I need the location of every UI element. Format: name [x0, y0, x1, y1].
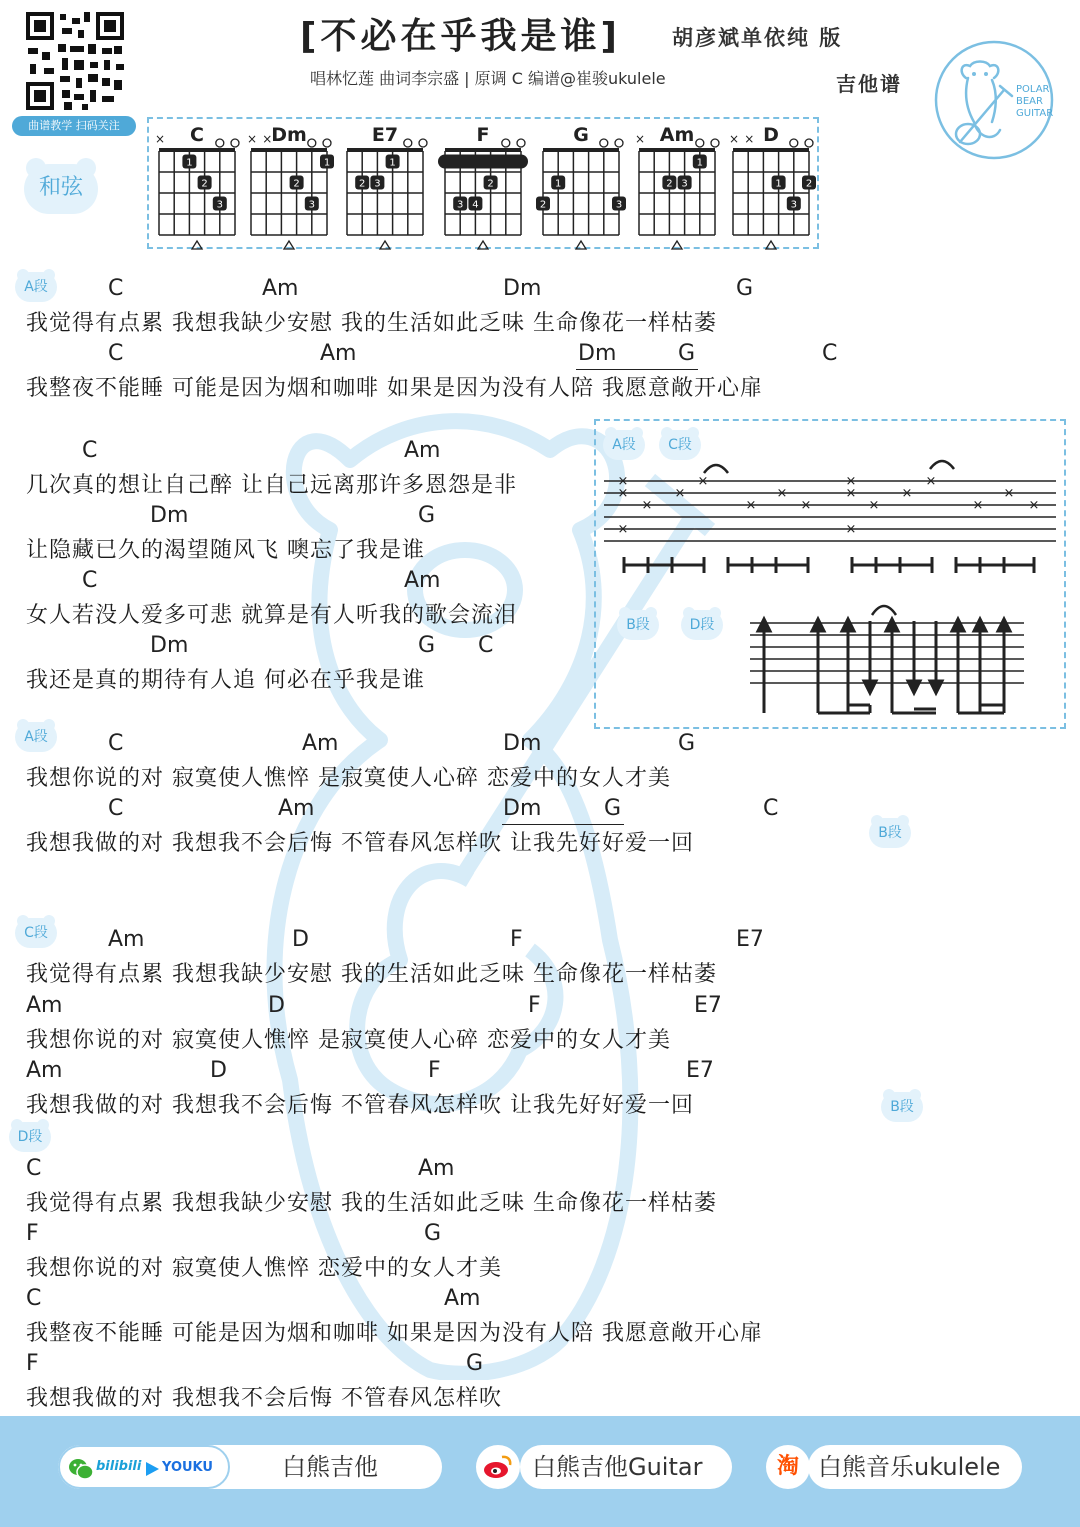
chord-symbol: G	[466, 1351, 484, 1376]
chord-symbol: Dm	[503, 796, 542, 821]
section-badge-label: B段	[890, 1099, 914, 1115]
chord-name: Dm	[271, 124, 307, 146]
chord-symbol: C	[82, 568, 98, 593]
taobao-icon[interactable]	[766, 1445, 810, 1489]
chord-diagram-d	[729, 124, 816, 249]
finger-number: 3	[790, 199, 797, 211]
rhythm-badge-label: B段	[626, 617, 650, 633]
chord-symbol: F	[26, 1351, 39, 1376]
lyric-line: 我还是真的期待有人追 何必在乎我是谁	[26, 668, 425, 693]
chord-symbol: C	[26, 1286, 42, 1311]
chord-symbol: Am	[302, 731, 339, 756]
svg-text:×: ×	[617, 486, 629, 501]
svg-text:×: ×	[617, 522, 629, 537]
svg-text:×: ×	[845, 474, 857, 489]
chord-symbol: G	[736, 276, 754, 301]
chord-name: F	[476, 124, 490, 146]
chord-symbol: C	[108, 341, 124, 366]
chord-diagram-f	[438, 124, 528, 249]
chord-symbol: Am	[262, 276, 299, 301]
chord-diagram-c	[155, 124, 239, 249]
finger-number: 1	[389, 157, 396, 169]
chord-symbol: D	[210, 1058, 227, 1083]
finger-number: 1	[323, 157, 331, 169]
shop-name: 白熊音乐ukulele	[818, 1453, 1001, 1481]
bilibili-icon[interactable]: bilibili	[96, 1459, 142, 1474]
chords-badge	[22, 156, 100, 216]
muted-string-mark: ×	[247, 132, 258, 146]
chord-symbol: Am	[108, 927, 145, 952]
chord-symbol: C	[82, 438, 98, 463]
rhythm-badge-label: C段	[668, 437, 692, 453]
tab-type-label: 吉他谱	[836, 72, 902, 96]
chord-symbol: Dm	[150, 503, 189, 528]
finger-number: 2	[293, 178, 300, 190]
chord-tie-underline	[502, 824, 624, 825]
svg-text:×: ×	[617, 474, 629, 489]
lyric-line: 我想我做的对 我想我不会后悔 不管春风怎样吹 让我先好好爱一回	[26, 831, 694, 856]
svg-text:×: ×	[776, 486, 788, 501]
svg-text:×: ×	[1028, 498, 1040, 513]
chord-symbol: Dm	[503, 731, 542, 756]
youku-label: YOUKU	[162, 1460, 213, 1475]
section-badge-label: A段	[24, 279, 48, 295]
platform-icons-group	[58, 1445, 230, 1489]
chord-symbol: F	[528, 993, 541, 1018]
svg-text:×: ×	[845, 486, 857, 501]
chord-symbol: G	[418, 633, 436, 658]
svg-text:×: ×	[641, 498, 653, 513]
logo-line-1: POLAR	[1016, 84, 1050, 95]
svg-text:×: ×	[901, 486, 913, 501]
finger-number: 3	[308, 199, 315, 211]
chord-diagrams	[147, 117, 819, 251]
chord-symbol: Am	[278, 796, 315, 821]
chord-name: E7	[371, 124, 399, 146]
wechat-icon[interactable]	[68, 1457, 94, 1481]
chord-symbol: G	[604, 796, 622, 821]
version-subtitle: 胡彦斌单依纯 版	[672, 26, 843, 50]
chord-symbol: C	[108, 276, 124, 301]
lyric-line: 女人若没人爱多可悲 就算是有人听我的歌会流泪	[26, 603, 517, 628]
chord-symbol: F	[26, 1221, 39, 1246]
lyric-line: 我觉得有点累 我想我缺少安慰 我的生活如此乏味 生命像花一样枯萎	[26, 311, 717, 336]
lyric-line: 我觉得有点累 我想我缺少安慰 我的生活如此乏味 生命像花一样枯萎	[26, 962, 717, 987]
qr-caption: 曲谱教学 扫码关注	[12, 116, 136, 136]
chord-symbol: Am	[320, 341, 357, 366]
finger-number: 1	[696, 157, 703, 169]
lyric-line: 我整夜不能睡 可能是因为烟和咖啡 如果是因为没有人陪 我愿意敞开心扉	[26, 1321, 763, 1346]
rhythm-notation	[594, 419, 1066, 729]
lyric-line: 让隐藏已久的渴望随风飞 噢忘了我是谁	[26, 538, 425, 563]
svg-text:×: ×	[674, 486, 686, 501]
svg-text:×: ×	[868, 498, 880, 513]
svg-text:×: ×	[845, 522, 857, 537]
chord-diagram-g	[536, 124, 626, 249]
chord-tie-underline	[576, 369, 698, 370]
chord-symbol: Am	[418, 1156, 455, 1181]
chord-symbol: Am	[26, 993, 63, 1018]
svg-text:×: ×	[697, 474, 709, 489]
muted-string-mark: ×	[744, 132, 755, 146]
chord-symbol: C	[763, 796, 779, 821]
chord-symbol: Dm	[503, 276, 542, 301]
chord-symbol: E7	[694, 993, 722, 1018]
chord-name: D	[763, 124, 779, 146]
section-badge-label: B段	[878, 825, 902, 841]
chord-symbol: G	[418, 503, 436, 528]
finger-number: 1	[775, 178, 782, 190]
muted-string-mark: ×	[635, 132, 646, 146]
finger-number: 3	[216, 199, 223, 211]
chord-symbol: Am	[404, 568, 441, 593]
finger-number: 2	[666, 178, 673, 190]
lyric-line: 我想你说的对 寂寞使人憔悴 是寂寞使人心碎 恋爱中的女人才美	[26, 1028, 671, 1053]
muted-string-mark: ×	[262, 132, 273, 146]
chord-symbol: G	[678, 731, 696, 756]
taobao-glyph: 淘	[776, 1454, 799, 1479]
lyric-line: 几次真的想让自己醉 让自己远离那许多恩怨是非	[26, 473, 517, 498]
youku-icon[interactable]	[144, 1461, 160, 1477]
weibo-icon[interactable]	[476, 1445, 520, 1489]
svg-text:×: ×	[800, 498, 812, 513]
section-badge-1	[14, 718, 58, 752]
lyric-line: 我想我做的对 我想我不会后悔 不管春风怎样吹 让我先好好爱一回	[26, 1093, 694, 1118]
chord-symbol: Dm	[150, 633, 189, 658]
finger-number: 2	[359, 178, 366, 190]
section-badge-b-2	[880, 1088, 924, 1122]
finger-number: 4	[472, 199, 479, 211]
chord-symbol: C	[478, 633, 494, 658]
chord-symbol: G	[678, 341, 696, 366]
chord-name: G	[573, 124, 589, 146]
lyric-line: 我整夜不能睡 可能是因为烟和咖啡 如果是因为没有人陪 我愿意敞开心扉	[26, 376, 763, 401]
chord-symbol: C	[822, 341, 838, 366]
finger-number: 2	[487, 178, 494, 190]
chord-symbol: E7	[686, 1058, 714, 1083]
chord-symbol: D	[292, 927, 309, 952]
finger-number: 3	[681, 178, 688, 190]
svg-text:×: ×	[925, 474, 937, 489]
svg-text:×: ×	[972, 498, 984, 513]
finger-number: 2	[805, 178, 813, 190]
song-title: [不必在乎我是谁]	[300, 16, 621, 57]
section-badge-2	[14, 914, 58, 948]
muted-string-mark: ×	[155, 132, 166, 146]
chord-symbol: Am	[444, 1286, 481, 1311]
chord-name: Am	[659, 124, 695, 146]
chord-symbol: G	[424, 1221, 442, 1246]
polar-bear-guitar-logo	[930, 38, 1060, 162]
section-badge-label: A段	[24, 729, 48, 745]
finger-number: 2	[201, 178, 208, 190]
chord-symbol: Am	[26, 1058, 63, 1083]
finger-number: 2	[539, 199, 547, 211]
svg-text:×: ×	[1003, 486, 1015, 501]
chord-diagram-dm	[247, 124, 334, 249]
chord-symbol: F	[428, 1058, 441, 1083]
chord-symbol: Am	[404, 438, 441, 463]
section-badge-label: D段	[17, 1129, 43, 1145]
logo-line-2: BEAR	[1016, 96, 1043, 107]
lyric-line: 我想你说的对 寂寞使人憔悴 恋爱中的女人才美	[26, 1256, 502, 1281]
svg-text:×: ×	[745, 498, 757, 513]
channel-name: 白熊吉他	[282, 1453, 378, 1481]
lyric-line: 我想你说的对 寂寞使人憔悴 是寂寞使人心碎 恋爱中的女人才美	[26, 766, 671, 791]
finger-number: 3	[457, 199, 464, 211]
chord-symbol: C	[108, 796, 124, 821]
chord-diagram-e7	[347, 124, 427, 249]
finger-number: 1	[186, 157, 193, 169]
chord-symbol: C	[26, 1156, 42, 1181]
qr-code[interactable]	[22, 8, 128, 114]
rhythm-badge-label: D段	[689, 617, 715, 633]
finger-number: 1	[555, 178, 562, 190]
chord-diagram-am	[635, 124, 719, 249]
chord-symbol: D	[268, 993, 285, 1018]
chord-name: C	[190, 124, 204, 146]
lyric-line: 我想我做的对 我想我不会后悔 不管春风怎样吹	[26, 1386, 502, 1411]
finger-number: 3	[615, 199, 623, 211]
chord-symbol: C	[108, 731, 124, 756]
rhythm-badge-label: A段	[612, 437, 636, 453]
finger-number: 3	[374, 178, 381, 190]
section-badge-3	[8, 1118, 52, 1152]
chords-badge-label: 和弦	[38, 175, 83, 200]
chord-symbol: E7	[736, 927, 764, 952]
song-credits: 唱林忆莲 曲词李宗盛 | 原调 C 编谱@崔骏ukulele	[310, 69, 666, 88]
logo-line-3: GUITAR	[1016, 108, 1054, 119]
lyric-line: 我觉得有点累 我想我缺少安慰 我的生活如此乏味 生命像花一样枯萎	[26, 1191, 717, 1216]
chord-symbol: Dm	[578, 341, 617, 366]
section-badge-b-1	[868, 814, 912, 848]
muted-string-mark: ×	[729, 132, 740, 146]
chord-symbol: F	[510, 927, 523, 952]
weibo-account: 白熊吉他Guitar	[532, 1453, 703, 1481]
section-badge-0	[14, 268, 58, 302]
section-badge-label: C段	[24, 925, 48, 941]
